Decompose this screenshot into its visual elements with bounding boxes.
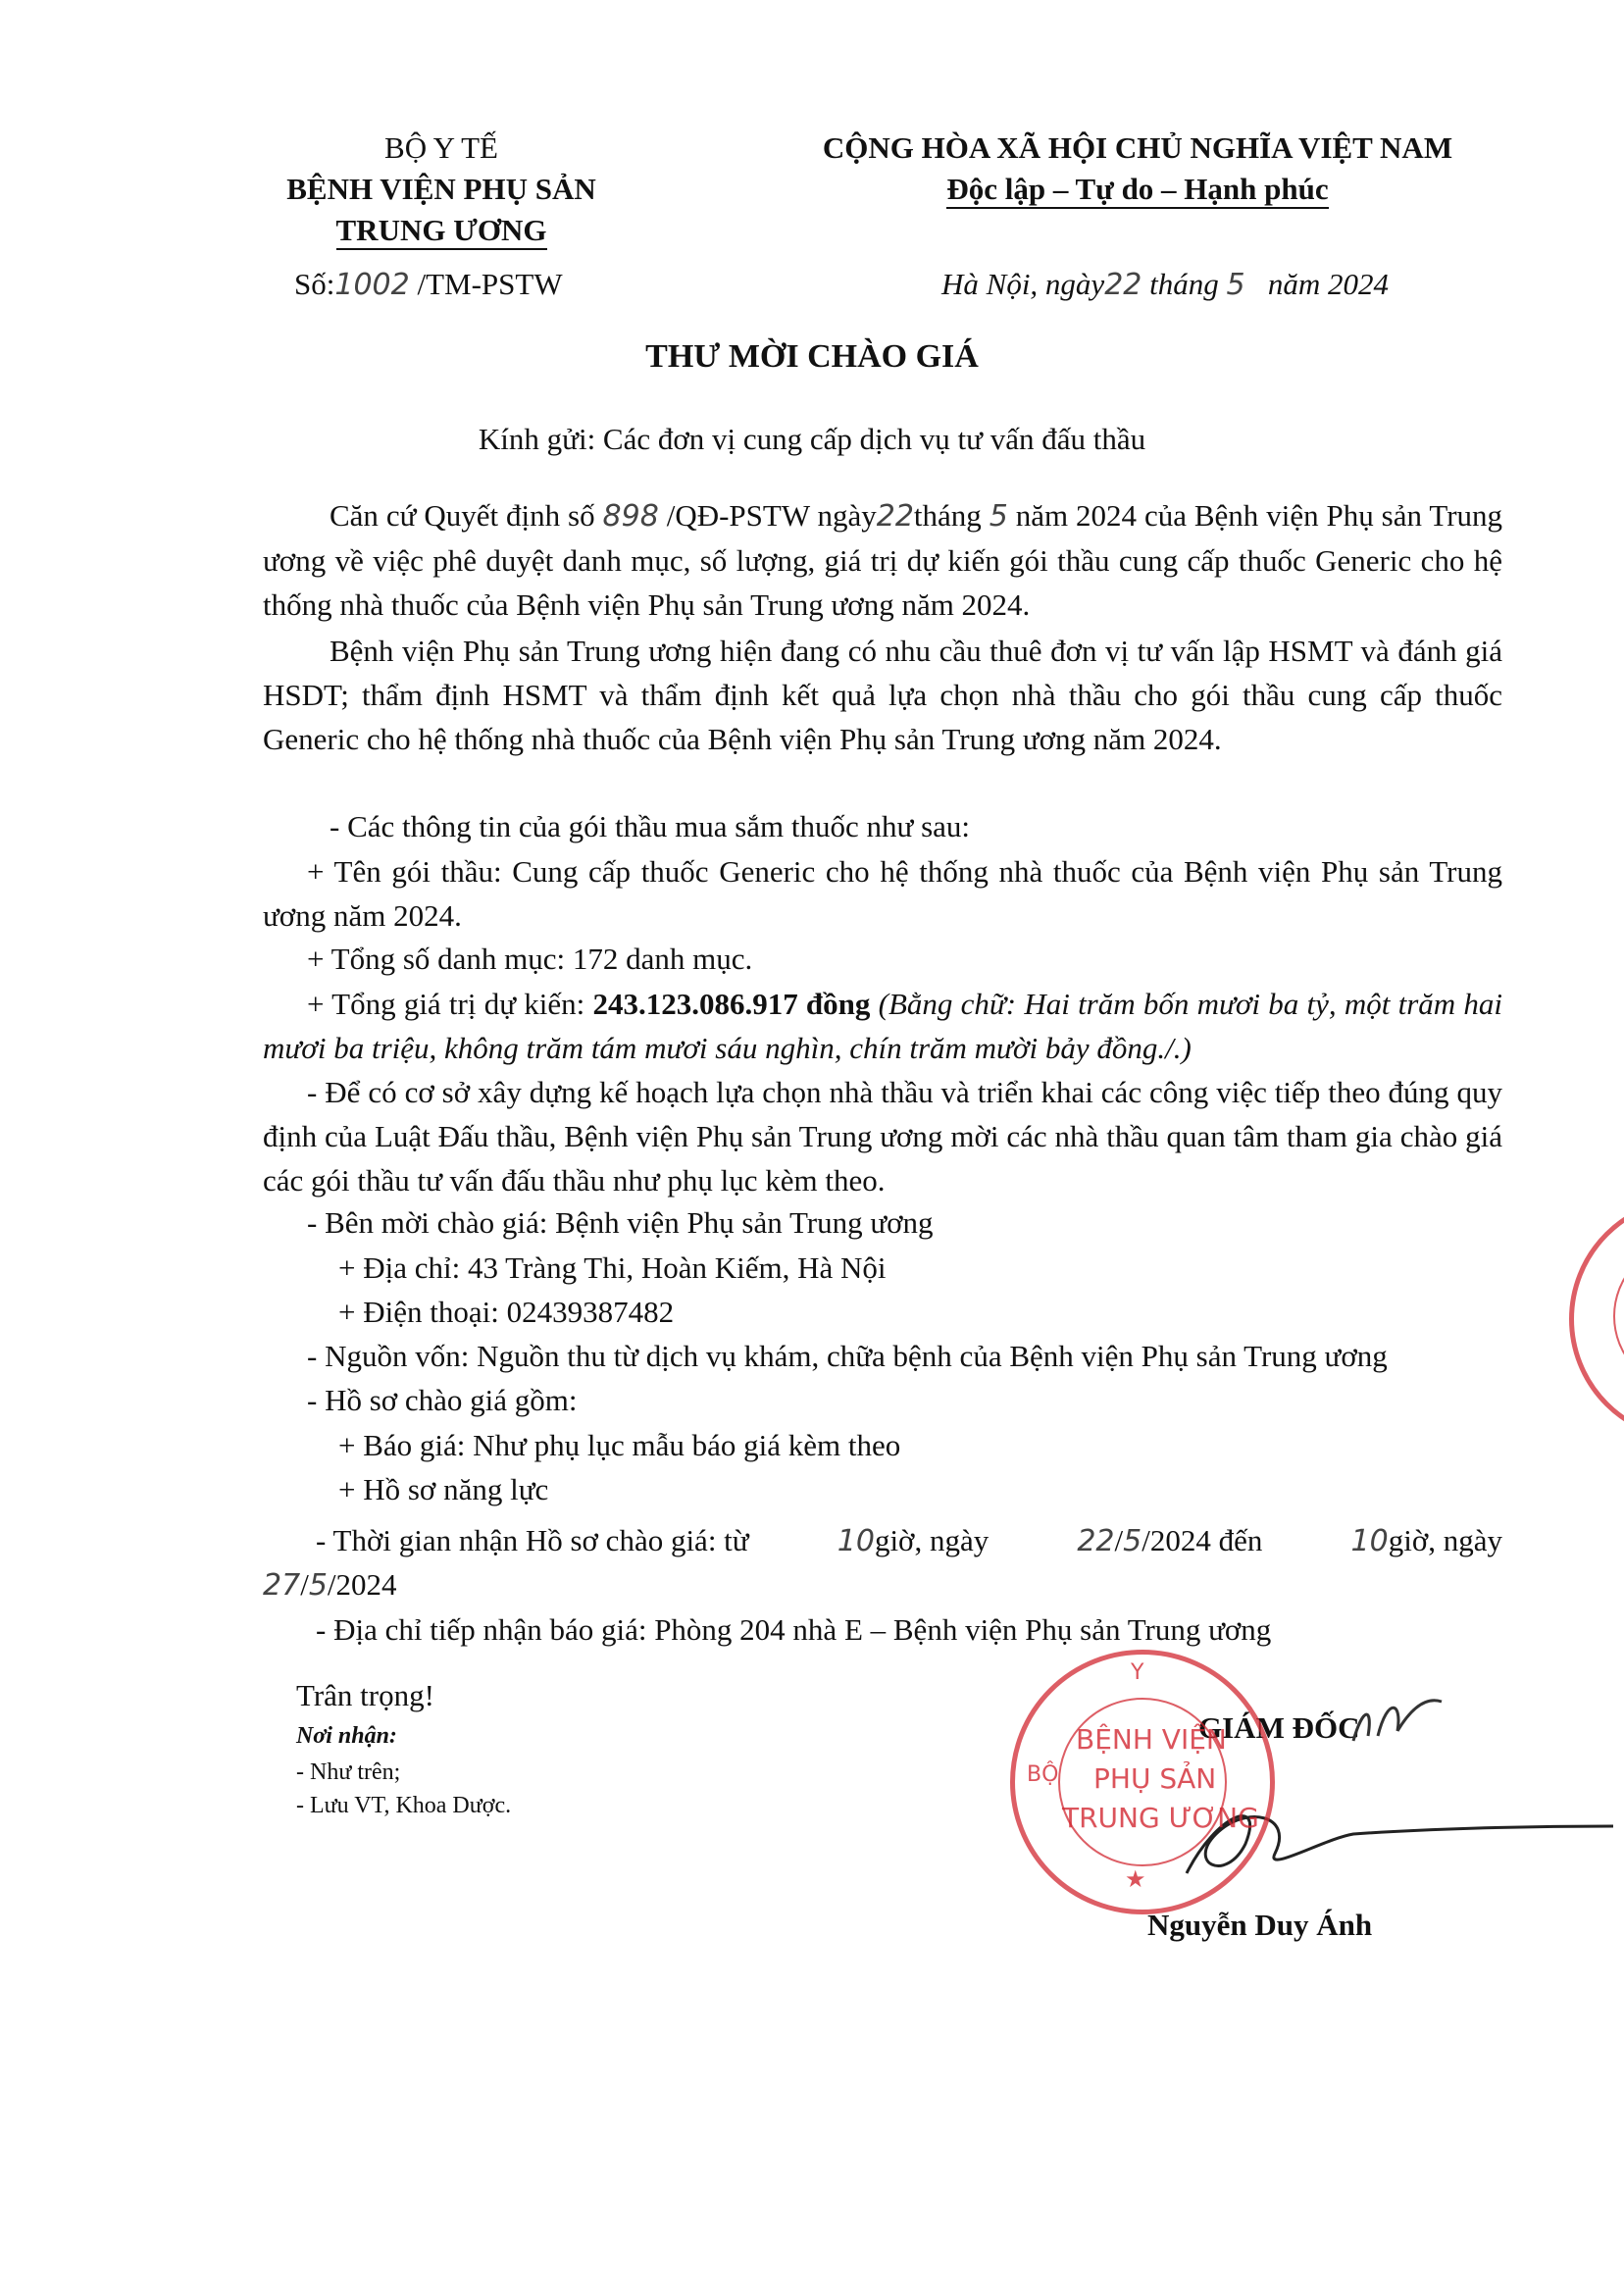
recipient-item-2: - Lưu VT, Khoa Dược. [296,1793,512,1818]
hospital-name-line1: BỆNH VIỆN PHỤ SẢN [286,172,596,206]
date-month-label: tháng [1149,267,1219,301]
rt-hour-end: 10 [1350,1524,1389,1558]
seal-star-icon: ★ [1125,1865,1146,1893]
total-value-in-words: (Bằng chữ: Hai trăm bốn mươi ba tỷ, một trăm hai mươi ba triệu, không trăm tám mươi sáu nghìn, chín trăm mười bảy đồng./.) [263,987,1502,1065]
partial-seal-inner-ring [1613,1241,1624,1392]
seal-rim-top: Y [1131,1660,1144,1685]
inviter: - Bên mời chào giá: Bệnh viện Phụ sản Trung ương [307,1205,934,1240]
p1-day: 22 [876,499,914,534]
doc-number-suffix: /TM-PSTW [417,267,563,301]
p1-month: 5 [989,499,1008,534]
rt-month-end: 5 [308,1568,328,1603]
recipients-label: Nơi nhận: [296,1723,397,1749]
info-intro: - Các thông tin của gói thầu mua sắm thuốc như sau: [330,809,971,843]
category-count: + Tổng số danh mục: 172 danh mục. [307,942,753,976]
p1-decision-number: 898 [602,499,659,534]
date-day: 22 [1104,268,1142,302]
national-heading [745,127,1530,210]
paragraph-basis-decision [263,493,1502,627]
rt-day-start: 22 [1077,1524,1115,1558]
dossier-heading: - Hồ sơ chào giá gồm: [307,1383,578,1417]
total-value [263,982,1502,1070]
funding-source: - Nguồn vốn: Nguồn thu từ dịch vụ khám, chữa bệnh của Bệnh viện Phụ sản Trung ương [307,1339,1388,1373]
recipient-item-1: - Như trên; [296,1759,401,1785]
issuer-block [226,127,657,251]
signer-title: GIÁM ĐỐC [1198,1710,1360,1745]
p1-text-d: năm 2024 của Bệnh viện Phụ sản Trung ương về việc phê duyệt danh mục, số lượng, giá trị dự kiến gói thầu cung cấp thuốc Generic cho hệ thống nhà thuốc của Bệnh viện Phụ sản Trung ương năm 2024. [263,498,1503,622]
rt-text-a: - Thời gian nhận Hồ sơ chào giá: từ [316,1523,749,1557]
seal-rim-left: BỘ [1027,1762,1059,1787]
total-value-label: + Tổng giá trị dự kiến: [307,987,593,1021]
dossier-capacity: + Hồ sơ năng lực [338,1472,549,1506]
total-value-amount: 243.123.086.917 đồng [592,987,871,1021]
inviter-phone: + Điện thoại: 02439387482 [338,1295,675,1329]
signer-name: Nguyễn Duy Ánh [1147,1908,1373,1942]
dossier-quote: + Báo giá: Như phụ lục mẫu báo giá kèm theo [338,1428,901,1462]
date-month: 5 [1226,268,1245,302]
date-year: năm 2024 [1267,267,1389,301]
rt-text-e: giờ, ngày [1388,1523,1502,1557]
rt-day-end: 27 [263,1568,301,1603]
receive-address: - Địa chỉ tiếp nhận báo giá: Phòng 204 nhà E – Bệnh viện Phụ sản Trung ương [316,1612,1272,1647]
package-name: + Tên gói thầu: Cung cấp thuốc Generic cho hệ thống nhà thuốc của Bệnh viện Phụ sản Trung ương năm 2024. [263,854,1502,933]
document-number [294,267,563,302]
recipient-line: Kính gửi: Các đơn vị cung cấp dịch vụ tư vấn đấu thầu [478,422,1146,456]
ministry-name: BỘ Y TẾ [384,130,498,165]
p1-text-a: Căn cứ Quyết định số [330,498,595,533]
receive-time-end-date [263,1567,397,1603]
republic-name: CỘNG HÒA XÃ HỘI CHỦ NGHĨA VIỆT NAM [822,130,1453,165]
paragraph-need: Bệnh viện Phụ sản Trung ương hiện đang có nhu cầu thuê đơn vị tư vấn lập HSMT và đánh giá HSDT; thẩm định HSMT và thẩm định kết quả lựa chọn nhà thầu cho gói thầu cung cấp thuốc Generic cho hệ thống nhà thuốc của Bệnh viện Phụ sản Trung ương năm 2024. [263,634,1502,756]
document-title: THƯ MỜI CHÀO GIÁ [645,338,979,375]
closing: Trân trọng! [296,1678,434,1712]
rt-hour-start: 10 [837,1524,875,1558]
inviter-address: + Địa chỉ: 43 Tràng Thi, Hoàn Kiếm, Hà Nội [338,1250,887,1285]
seal-text-line2: PHỤ SẢN [1093,1762,1217,1795]
rt-sep-2: / [300,1567,309,1602]
seal-text-line3: TRUNG ƯƠNG [1062,1802,1259,1834]
doc-number-prefix: Số: [294,267,335,301]
partial-seal-edge [1569,1197,1624,1442]
paragraph-purpose: - Để có cơ sở xây dựng kế hoạch lựa chọn nhà thầu và triển khai các công việc tiếp theo đúng quy định của Luật Đấu thầu, Bệnh viện Phụ sản Trung ương mời các nhà thầu quan tâm tham gia chào giá các gói thầu tư vấn đấu thầu như phụ lục kèm theo. [263,1075,1502,1198]
rt-month-start: 5 [1123,1524,1142,1558]
rt-text-b: giờ, ngày [874,1523,990,1557]
p1-text-c: tháng [913,498,982,533]
rt-text-c: /2024 đến [1142,1523,1263,1557]
national-motto: Độc lập – Tự do – Hạnh phúc [946,172,1328,209]
p1-text-b: /QĐ-PSTW ngày [666,498,877,533]
initials-signature-icon [1344,1687,1451,1756]
official-seal [1010,1650,1275,1914]
doc-number-handwritten: 1002 [334,268,410,302]
rt-text-f: /2024 [327,1567,397,1602]
seal-text-line1: BỆNH VIỆN [1076,1723,1227,1756]
receive-time [316,1523,1502,1558]
rt-sep-1: / [1114,1523,1124,1557]
hospital-name-line2: TRUNG ƯƠNG [336,213,547,250]
issue-date [941,267,1389,302]
date-prefix: Hà Nội, ngày [941,267,1105,301]
